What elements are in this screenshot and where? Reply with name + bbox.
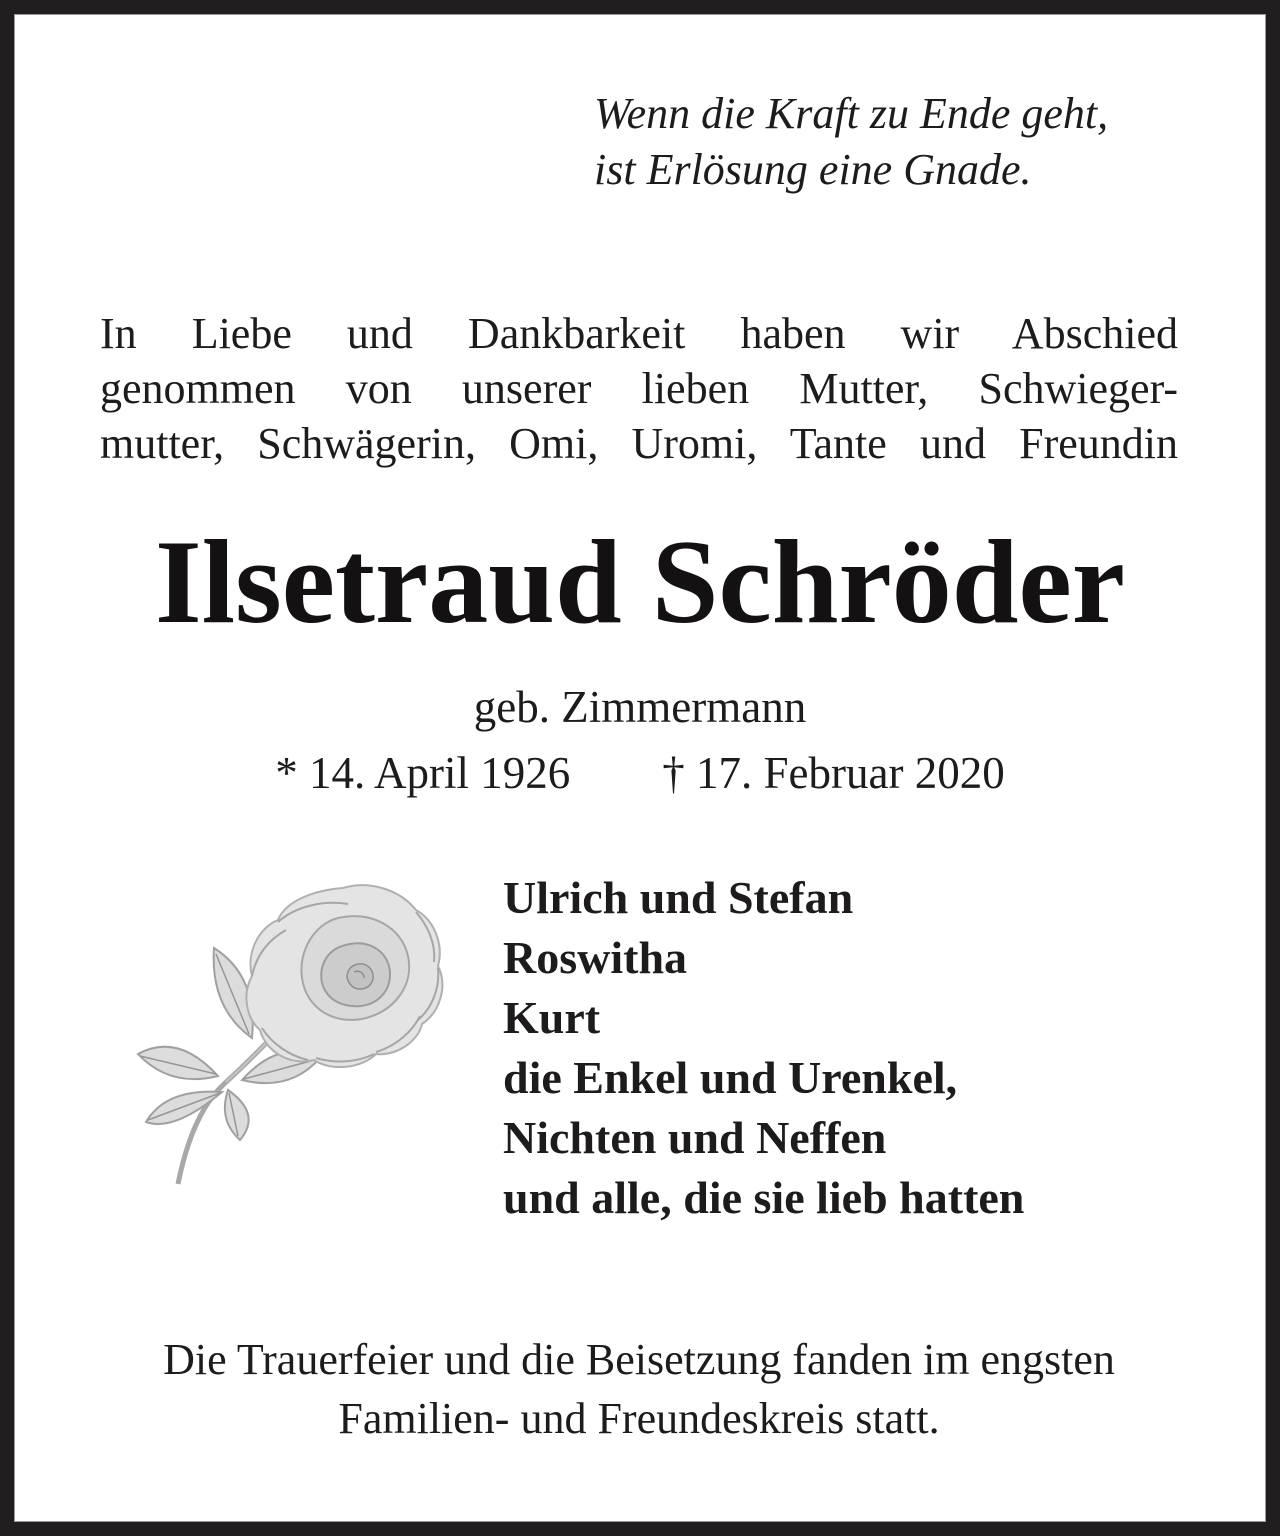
epitaph-quote — [594, 86, 1108, 198]
intro-line-3: mutter, Schwägerin, Omi, Uromi, Tante und Freundin — [100, 419, 1178, 468]
mourner-line: Ulrich und Stefan — [503, 872, 854, 923]
closing-note — [100, 1330, 1178, 1448]
death-date: † 17. Februar 2020 — [662, 748, 1005, 798]
mourner-line: Kurt — [503, 992, 601, 1043]
rose-image — [128, 860, 458, 1240]
mourners-list — [503, 868, 1024, 1228]
quote-line-2: ist Erlösung eine Gnade. — [594, 145, 1032, 194]
deceased-name: Ilsetraud Schröder — [155, 515, 1125, 648]
maiden-name: geb. Zimmermann — [473, 682, 807, 732]
mourner-line: Roswitha — [503, 932, 688, 983]
rose-bloom — [246, 885, 442, 1067]
intro-line-1: In Liebe und Dankbarkeit haben wir Abschied — [100, 309, 1178, 358]
closing-line-2: Familien- und Freundeskreis statt. — [338, 1394, 940, 1443]
mourner-line: und alle, die sie lieb hatten — [503, 1172, 1025, 1223]
intro-paragraph — [100, 306, 1178, 471]
mourner-line: die Enkel und Urenkel, — [503, 1052, 958, 1103]
mourner-line: Nichten und Neffen — [503, 1112, 887, 1163]
intro-line-2: genommen von unserer lieben Mutter, Schwieger- — [100, 364, 1178, 413]
closing-line-1: Die Trauerfeier und die Beisetzung fanden im engsten — [163, 1335, 1115, 1384]
life-dates — [0, 748, 1280, 800]
quote-line-1: Wenn die Kraft zu Ende geht, — [594, 89, 1109, 138]
birth-date: * 14. April 1926 — [275, 748, 571, 798]
